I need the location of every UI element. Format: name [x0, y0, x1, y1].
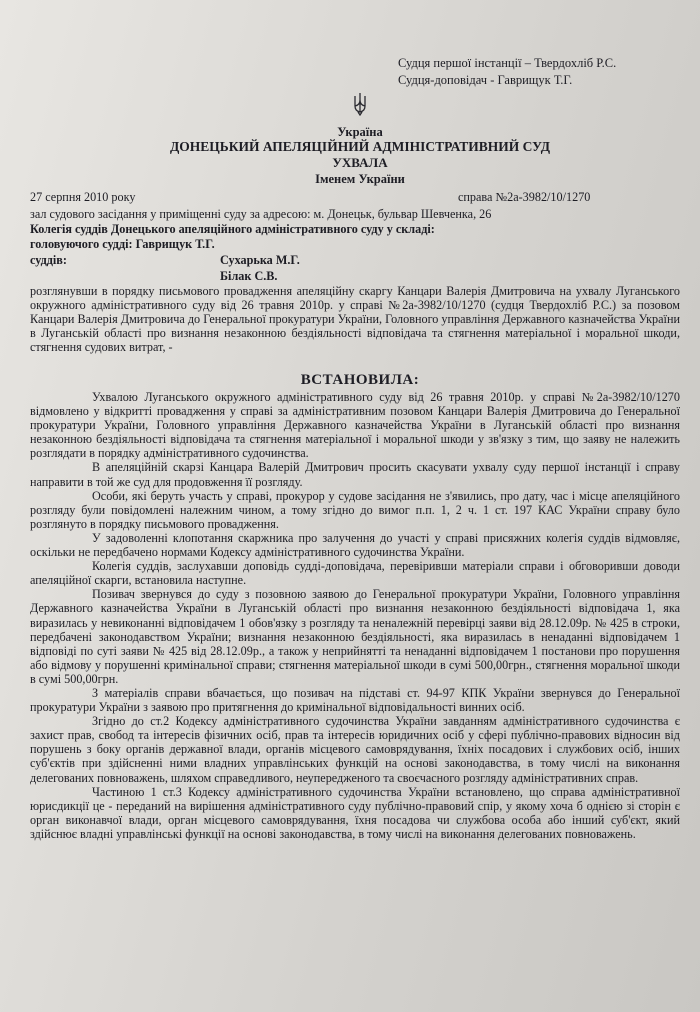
country-title: Україна	[337, 125, 383, 139]
in-name-line: Іменем України	[315, 172, 405, 186]
paragraph-7: З матеріалів справи вбачається, що позивач на підставі ст. 94-97 КПК України звернувся до Генеральної прокуратури України з заявою про притягнення до кримінальної відповідальності винних осіб.	[30, 685, 680, 715]
judges-header	[398, 55, 616, 89]
ruling-date: 27 серпня 2010 року	[30, 190, 136, 204]
preamble-paragraph: розглянувши в порядку письмового провадження апеляційну скаргу Канцари Валерія Дмитровича на ухвалу Луганського окружного адміністративного суду від 26 травня 2010р. у справі №2а-3982/10/1270 (судця Твердохліб Р.С.) за позовом Канцари Валерія Дмитровича до Генеральної прокуратури України, Головного управління Державного казначейства України в Луганській області про визнання незаконною бездіяльності відповідача та стягнення матеріальної і моральної шкоди, стягнення судових витрат, -	[30, 284, 680, 355]
findings-body	[30, 390, 680, 841]
judge-first-instance: Судця першої інстанції – Твердохліб Р.С.	[398, 56, 617, 70]
section-heading: ВСТАНОВИЛА:	[300, 372, 420, 388]
paragraph-3: Особи, які беруть участь у справі, прокурор у судове засідання не з'явились, про дату, час і місце апеляційного розгляду були повідомлені належним чином, а тому згідно до вимог п.п. 1, 2 ч. 1 ст. 197 КАС України справу було розглянуто в порядку письмового провадження.	[30, 488, 680, 531]
judges-label: суддів:	[30, 253, 67, 267]
court-name: ДОНЕЦЬКИЙ АПЕЛЯЦІЙНИЙ АДМІНІСТРАТИВНИЙ СУД	[170, 139, 550, 154]
presiding-judge: головуючого судді: Гаврищук Т.Г.	[30, 237, 215, 251]
hearing-address: зал судового засідання у приміщенні суду за адресою: м. Донецьк, бульвар Шевченка, 26	[30, 207, 492, 221]
document-type: УХВАЛА	[332, 155, 388, 170]
panel-intro: Колегія суддів Донецького апеляційного адміністративного суду у складі:	[30, 222, 435, 236]
paragraph-1: Ухвалою Луганського окружного адміністративного суду від 26 травня 2010р. у справі №2а-3982/10/1270 відмовлено у відкритті провадження у справі за адміністративним позовом Канцари Валерія Дмитровича до Генеральної прокуратури України, Головного управління Державного казначейства України в Луганській області про визнання незаконною бездіяльності відповідача та стягнення матеріальної і моральної шкоди у зв'язку з тим, що заяву не належить розглядати в порядку адміністративного судочинства.	[30, 390, 680, 461]
trident-emblem-icon	[352, 92, 368, 116]
paragraph-9: Частиною 1 ст.3 Кодексу адміністративного судочинства України встановлено, що справа адміністративної юрисдикції це - переданий на вирішення адміністративного суду публічно-правовий спір, у якому хоча б однією зі сторін є орган виконавчої влади, орган місцевого самоврядування, їхня посадова чи службова особа або інший суб'єкт, який здійснює владні управлінські функції на основі законодавства, в тому числі на виконання делегованих повноважень.	[30, 784, 680, 841]
paragraph-4: У задоволенні клопотання скаржника про залучення до участі у справі присяжних колегія суддів відмовляє, оскільки не передбачено нормами Кодексу адміністративного судочинства України.	[30, 530, 680, 560]
judge-rapporteur: Судця-доповідач - Гаврищук Т.Г.	[398, 73, 573, 87]
paragraph-8: Згідно до ст.2 Кодексу адміністративного судочинства України завданням адміністративного судочинства є захист прав, свобод та інтересів фізичних осіб, прав та інтересів юридичних осіб у сфері публічно-правових відносин від порушень з боку органів державної влади, органів місцевого самоврядування, їхніх посадових і службових осіб, інших суб'єктів при здійсненні ними владних управлінських функцій на основі законодавства, в тому числі на виконання делегованих повноважень, шляхом справедливого, неупередженого та своєчасного розгляду адміністративних справ.	[30, 714, 680, 785]
preamble	[30, 284, 680, 354]
paragraph-6: Позивач звернувся до суду з позовною заявою до Генеральної прокуратури України, Головного управління Державного казначейства України в Луганській області про визнання незаконною бездіяльності відповідача 1, яка виразилась у невиконанні відповідачем 1 обов'язку з розгляду та неналежній перевірці заяви від 28.12.09р. № 425 в строки, передбачені законодавством України; визнання незаконною бездіяльності, яка виразилась в ненаданні відповідачем 1 відповіді по суті заяви № 425 від 28.12.09р., а також у неприйнятті та ненаданні відповідачем 1 постанови про порушення або відмову у порушенні кримінальної справи; стягнення матеріальної шкоди в сумі 500,00грн., стягнення моральної шкоди в сумі 500,00грн.	[30, 587, 680, 686]
case-number: справа №2а-3982/10/1270	[458, 190, 591, 204]
panel-judge-1: Сухарька М.Г.	[220, 253, 300, 267]
paragraph-2: В апеляційній скарзі Канцара Валерій Дмитрович просить скасувати ухвалу суду першої інстанції і справу направити в той же суд для продовження її розгляду.	[30, 460, 680, 489]
panel-judge-2: Білак С.В.	[220, 269, 278, 283]
paragraph-5: Колегія суддів, заслухавши доповідь судді-доповідача, перевіривши матеріали справи і обговоривши доводи апеляційної скарги, встановила наступне.	[30, 559, 680, 588]
